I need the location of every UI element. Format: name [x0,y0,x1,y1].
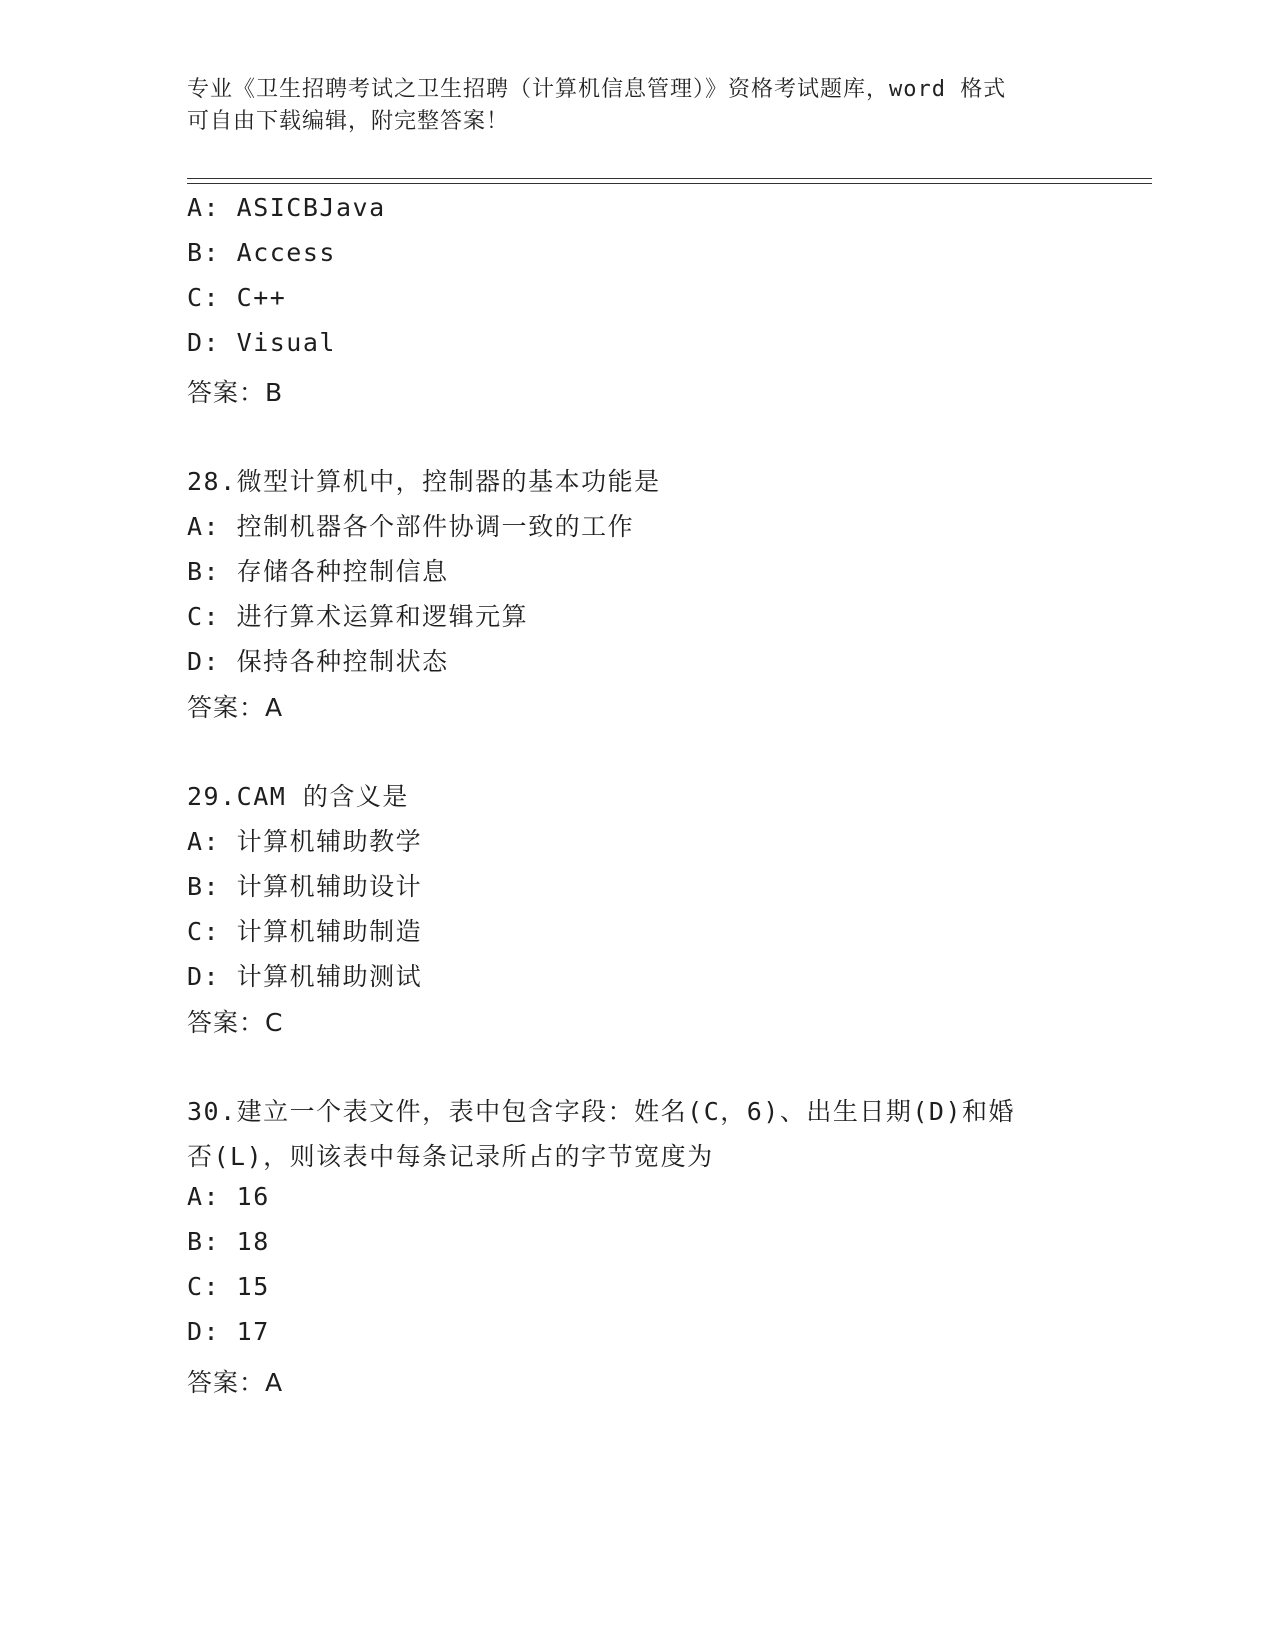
q29-option-b: B: 计算机辅助设计 [187,872,423,901]
q27-option-a: A: ASICBJava [187,193,386,222]
q28-option-b: B: 存储各种控制信息 [187,557,449,586]
q29-option-a: A: 计算机辅助教学 [187,827,423,856]
q30-answer: 答案：A [187,1368,284,1397]
q28-option-c: C: 进行算术运算和逻辑元算 [187,602,529,631]
q27-option-d: D: Visual [187,328,336,357]
q30-stem-line-2: 否(L)，则该表中每条记录所占的字节宽度为 [187,1142,714,1171]
q27-answer: 答案：B [187,378,284,407]
q27-option-b: B: Access [187,238,336,267]
header-line-1: 专业《卫生招聘考试之卫生招聘（计算机信息管理）》资格考试题库，word 格式 [187,77,1007,102]
q27-option-c: C: C++ [187,283,287,312]
q29-option-d: D: 计算机辅助测试 [187,962,423,991]
header-line-2: 可自由下载编辑，附完整答案！ [187,109,510,134]
q28-answer: 答案：A [187,693,284,722]
q30-option-d: D: 17 [187,1317,270,1346]
q28-stem: 28.微型计算机中，控制器的基本功能是 [187,467,661,496]
q28-option-a: A: 控制机器各个部件协调一致的工作 [187,512,635,541]
q29-answer: 答案：C [187,1008,284,1037]
q30-option-a: A: 16 [187,1182,270,1211]
q30-stem-line-1: 30.建立一个表文件，表中包含字段：姓名(C，6)、出生日期(D)和婚 [187,1097,1016,1126]
header-divider-top [187,178,1152,179]
q28-option-d: D: 保持各种控制状态 [187,647,449,676]
q30-option-b: B: 18 [187,1227,270,1256]
q29-stem: 29.CAM 的含义是 [187,782,409,811]
q29-option-c: C: 计算机辅助制造 [187,917,423,946]
q30-option-c: C: 15 [187,1272,270,1301]
header-divider-bottom [187,183,1152,184]
document-header [187,74,1067,138]
